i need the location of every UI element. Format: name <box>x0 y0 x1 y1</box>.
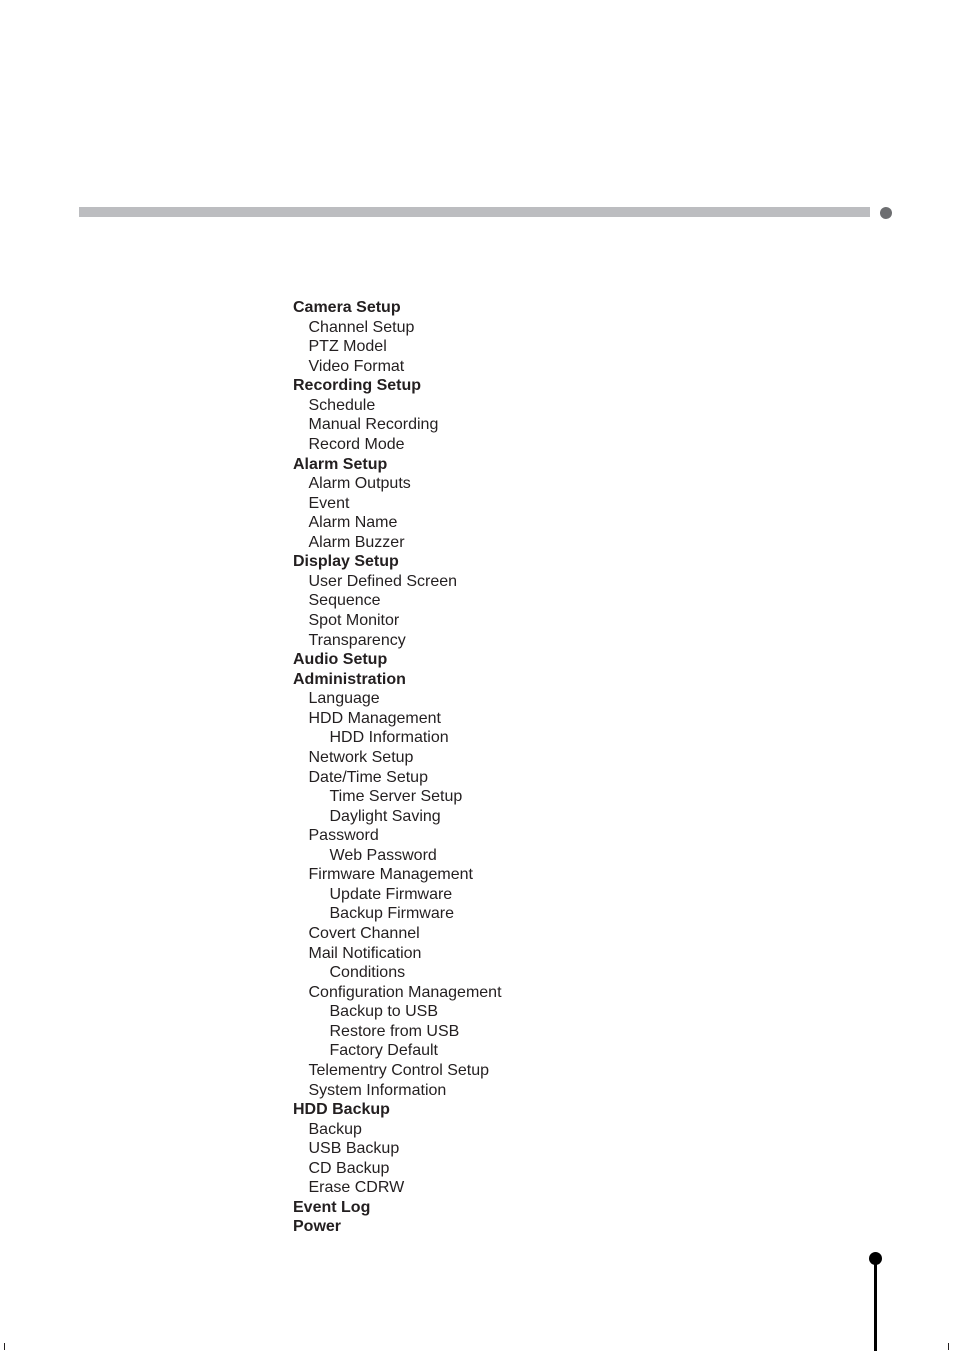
menu-item-mail-notification: Mail Notification <box>308 944 422 962</box>
menu-item-covert-channel: Covert Channel <box>308 925 420 942</box>
menu-item-user-defined-screen: User Defined Screen <box>308 572 458 590</box>
menu-item-schedule: Schedule <box>308 396 376 414</box>
menu-item-backup: Backup <box>308 1120 362 1138</box>
menu-item-usb-backup: USB Backup <box>308 1140 400 1158</box>
menu-item-network-setup: Network Setup <box>308 748 414 766</box>
menu-section-administration: Administration <box>293 670 406 688</box>
margin-marker-line <box>874 1262 877 1351</box>
menu-item-date-time-setup: Date/Time Setup <box>308 768 428 786</box>
menu-item-manual-recording: Manual Recording <box>308 416 439 434</box>
crop-mark-right <box>948 1343 949 1350</box>
menu-item-ptz-model: PTZ Model <box>308 338 387 356</box>
menu-item-alarm-outputs: Alarm Outputs <box>308 475 411 493</box>
menu-item-cd-backup: CD Backup <box>308 1159 390 1177</box>
menu-subitem-restore-from-usb: Restore from USB <box>329 1022 460 1040</box>
menu-section-event-log: Event Log <box>293 1198 371 1216</box>
menu-subitem-update-firmware: Update Firmware <box>329 885 453 903</box>
menu-section-hdd-backup: HDD Backup <box>293 1101 390 1119</box>
menu-item-hdd-management: HDD Management <box>308 709 441 727</box>
crop-mark-left <box>4 1343 5 1350</box>
menu-subitem-factory-default: Factory Default <box>329 1042 438 1060</box>
menu-item-telementry-control-setup: Telementry Control Setup <box>308 1061 490 1079</box>
menu-item-alarm-name: Alarm Name <box>308 514 398 532</box>
menu-subitem-hdd-information: HDD Information <box>329 729 449 747</box>
menu-subitem-backup-firmware: Backup Firmware <box>329 905 454 923</box>
menu-item-configuration-management: Configuration Management <box>308 983 502 1001</box>
header-dot <box>880 207 892 219</box>
menu-section-display-setup: Display Setup <box>293 553 399 571</box>
menu-subitem-daylight-saving: Daylight Saving <box>329 807 441 825</box>
menu-item-spot-monitor: Spot Monitor <box>308 612 400 629</box>
menu-section-alarm-setup: Alarm Setup <box>293 455 388 473</box>
menu-item-system-information: System Information <box>308 1081 447 1099</box>
menu-item-video-format: Video Format <box>308 357 405 375</box>
header-rule <box>79 207 870 217</box>
menu-subitem-backup-to-usb: Backup to USB <box>329 1003 438 1021</box>
menu-item-sequence: Sequence <box>308 592 381 610</box>
menu-item-event: Event <box>308 494 350 512</box>
menu-item-record-mode: Record Mode <box>308 435 405 453</box>
menu-subitem-time-server-setup: Time Server Setup <box>329 788 463 806</box>
menu-item-channel-setup: Channel Setup <box>308 318 415 336</box>
menu-item-language: Language <box>308 690 380 708</box>
menu-subitem-conditions: Conditions <box>329 964 406 982</box>
menu-item-alarm-buzzer: Alarm Buzzer <box>308 533 405 551</box>
menu-item-transparency: Transparency <box>308 631 406 649</box>
menu-section-recording-setup: Recording Setup <box>293 377 422 395</box>
menu-section-audio-setup: Audio Setup <box>293 651 388 669</box>
menu-item-firmware-management: Firmware Management <box>308 866 473 884</box>
margin-marker-dot <box>869 1252 882 1265</box>
menu-section-power: Power <box>293 1218 342 1236</box>
menu-item-password: Password <box>308 827 379 845</box>
menu-subitem-web-password: Web Password <box>329 846 437 864</box>
menu-section-camera-setup: Camera Setup <box>293 299 401 316</box>
menu-item-erase-cdrw: Erase CDRW <box>308 1179 405 1197</box>
menu-tree <box>293 298 502 1237</box>
